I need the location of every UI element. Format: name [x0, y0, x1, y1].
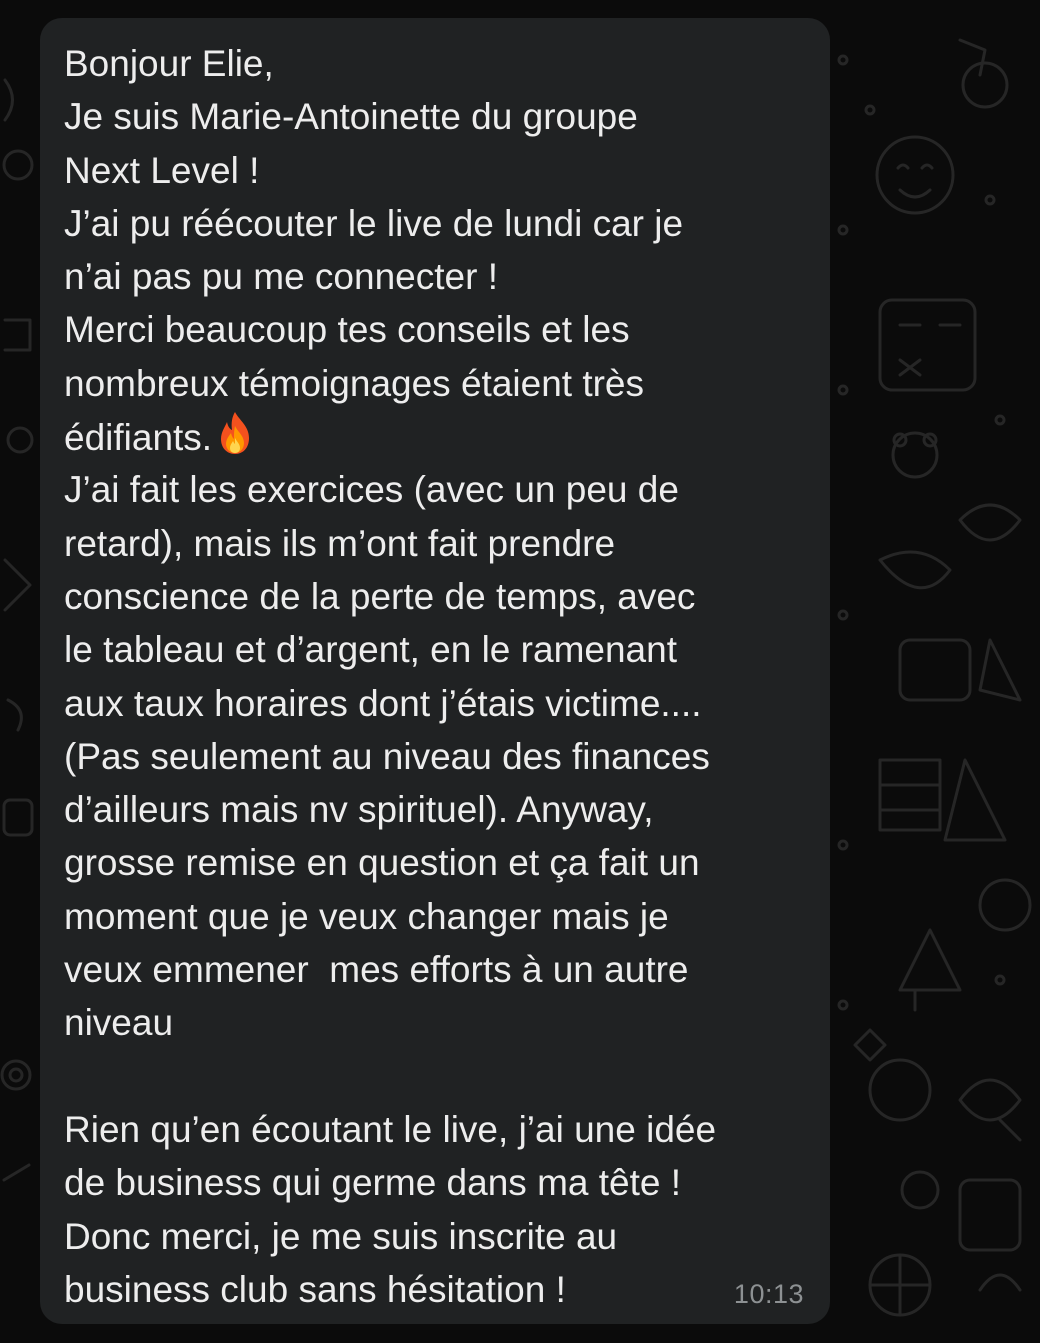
message-timestamp: 10:13 [733, 1279, 804, 1309]
message-line: Je suis Marie-Antoinette du groupe [64, 96, 638, 138]
message-text [64, 37, 814, 1316]
incoming-message-bubble[interactable] [40, 18, 830, 1324]
message-line: aux taux horaires dont j’étais victime.... [64, 682, 702, 724]
message-line: grosse remise en question et ça fait un [64, 842, 700, 884]
message-line: business club sans hésitation ! [64, 1268, 566, 1310]
message-line: nombreux témoignages étaient très [64, 362, 645, 404]
message-line: le tableau et d’argent, en le ramenant [64, 629, 677, 671]
message-line: conscience de la perte de temps, avec [64, 575, 696, 617]
message-line: J’ai fait les exercices (avec un peu de [64, 469, 679, 511]
message-line: Merci beaucoup tes conseils et les [64, 309, 630, 351]
message-line: n’ai pas pu me connecter ! [64, 256, 498, 298]
message-line: retard), mais ils m’ont fait prendre [64, 522, 616, 564]
message-line: de business qui germe dans ma tête ! [64, 1162, 682, 1204]
message-line: J’ai pu réécouter le live de lundi car je [64, 202, 684, 244]
message-line: (Pas seulement au niveau des finances [64, 735, 710, 777]
message-line: veux emmener mes efforts à un autre [64, 949, 689, 991]
message-line: d’ailleurs mais nv spirituel). Anyway, [64, 789, 654, 831]
message-line: Bonjour Elie, [64, 43, 274, 84]
smiley-doodle-icon [877, 137, 953, 213]
message-line: Donc merci, je me suis inscrite au [64, 1215, 618, 1257]
message-line: Next Level ! [64, 149, 260, 191]
message-line: moment que je veux changer mais je [64, 895, 669, 937]
message-line: niveau [64, 1002, 174, 1044]
message-line: édifiants. [64, 410, 814, 463]
message-line: Rien qu’en écoutant le live, j’ai une idée [64, 1108, 717, 1150]
message-line [64, 1050, 814, 1103]
fire-emoji-icon [215, 410, 255, 456]
